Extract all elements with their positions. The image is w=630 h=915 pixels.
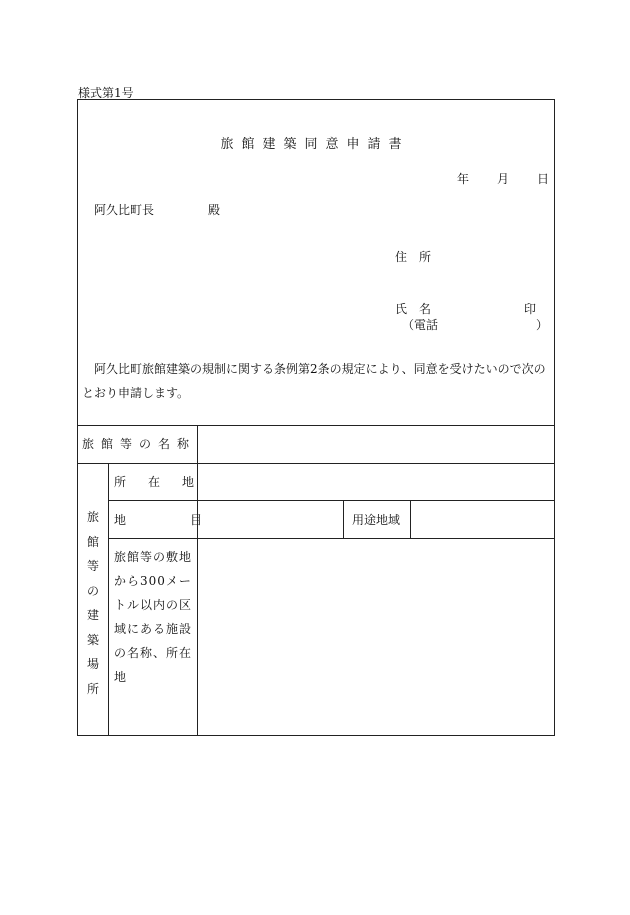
vertical-char: 館 — [86, 534, 99, 549]
column-divider — [108, 463, 109, 736]
nearby-facilities-label: 旅館等の敷地から300メートル以内の区域にある施設の名称、所在地 — [114, 550, 193, 684]
phone-close-paren: ） — [536, 318, 549, 332]
application-statement: 阿久比町旅館建築の規制に関する条例第2条の規定により、同意を受けたいので次のとおり申請します。 — [82, 362, 546, 400]
form-number: 様式第1号 — [78, 86, 134, 100]
column-divider — [197, 425, 198, 736]
vertical-char: 旅 — [86, 510, 99, 524]
date-day: 日 — [537, 172, 550, 186]
vertical-char: 築 — [86, 632, 99, 647]
date-year: 年 — [457, 172, 470, 186]
land-category-char-1: 地 — [114, 513, 127, 527]
addressee-name: 阿久比町長 — [94, 203, 155, 217]
applicant-name-label: 氏 名 — [395, 302, 432, 316]
date-month: 月 — [497, 172, 510, 186]
form-title: 旅館建築同意申請書 — [220, 137, 410, 152]
facility-name-label: 旅館等の名称 — [82, 437, 197, 451]
row-divider — [108, 538, 555, 539]
vertical-char: 等 — [86, 559, 99, 573]
addressee-suffix: 殿 — [208, 203, 221, 217]
vertical-char: 建 — [86, 608, 99, 622]
zoning-label: 用途地域 — [352, 513, 401, 527]
land-category-char-2: 目 — [190, 513, 203, 527]
land-category-label — [114, 511, 202, 528]
row-divider — [77, 463, 555, 464]
vertical-char: 所 — [86, 681, 99, 696]
date-line — [457, 170, 549, 187]
seal-label: 印 — [524, 302, 537, 316]
vertical-char: 場 — [86, 657, 99, 671]
row-divider — [108, 500, 555, 501]
phone-label: （電話 — [402, 318, 439, 332]
location-label: 所在地 — [114, 475, 217, 489]
applicant-address-label: 住 所 — [395, 250, 432, 264]
construction-site-label — [85, 505, 101, 701]
vertical-char: の — [86, 583, 99, 598]
table-top-border — [77, 425, 555, 426]
column-divider — [410, 500, 411, 538]
column-divider — [343, 500, 344, 538]
addressee — [94, 201, 220, 218]
